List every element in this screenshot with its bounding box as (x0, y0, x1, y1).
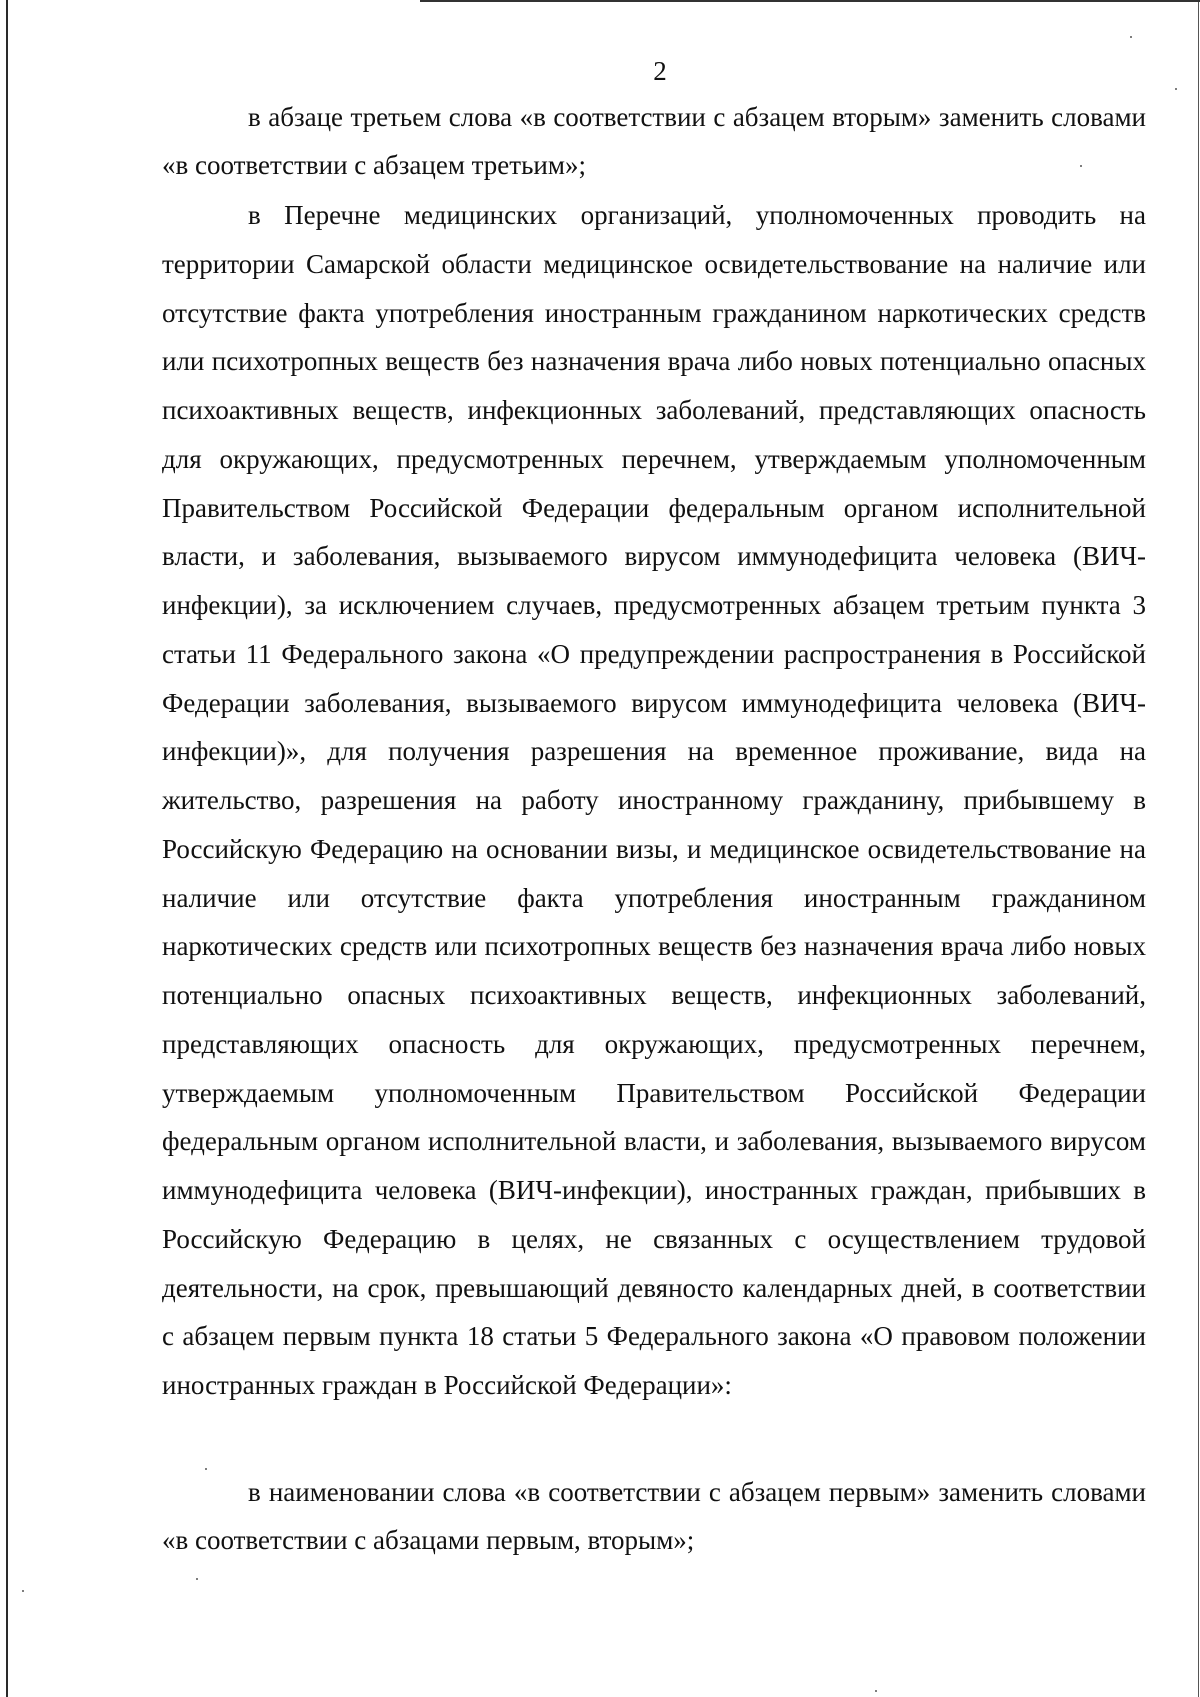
page-number: 2 (653, 56, 667, 86)
scan-edge-left (6, 0, 8, 1697)
scan-speck (196, 1578, 198, 1580)
scan-speck (875, 1690, 877, 1692)
scan-speck (22, 1590, 24, 1592)
scan-edge-top (420, 0, 1200, 2)
paragraph-3: в наименовании слова «в соответствии с абзацем первым» заменить словами «в соответствии с абзацами первым, вторым»; (162, 1477, 1146, 1555)
scan-speck (1175, 88, 1177, 90)
scan-edge-right (1198, 0, 1199, 1697)
scan-speck (1130, 36, 1132, 38)
paragraph-2: в Перечне медицинских организаций, уполномоченных проводить на территории Самарской области медицинское освидетельствование на наличие или отсутствие факта употребления иностранным гражданином наркотических средств или психотропных веществ без назначения врача либо новых потенциально опасных психоактивных веществ, инфекционных заболеваний, представляющих опасность для окружающих, предусмотренных перечнем, утверждаемым уполномоченным Правительством Российской Федерации федеральным органом исполнительной власти, и заболевания, вызываемого вирусом иммунодефицита человека (ВИЧ-инфекции), за исключением случаев, предусмотренных абзацем третьим пункта 3 статьи 11 Федерального закона «О предупреждении распространения в Российской Федерации заболевания, вызываемого вирусом иммунодефицита человека (ВИЧ-инфекции)», для получения разрешения на временное проживание, вида на жительство, разрешения на работу иностранному гражданину, прибывшему в Российскую Федерацию на основании визы, и медицинское освидетельствование на наличие или отсутствие факта употребления иностранным гражданином наркотических средств или психотропных веществ без назначения врача либо новых потенциально опасных психоактивных веществ, инфекционных заболеваний, представляющих опасность для окружающих, предусмотренных перечнем, утверждаемым уполномоченным Правительством Российской Федерации федеральным органом исполнительной власти, и заболевания, вызываемого вирусом иммунодефицита человека (ВИЧ-инфекции), иностранных граждан, прибывших в Российскую Федерацию в целях, не связанных с осуществлением трудовой деятельности, на срок, превышающий девяносто календарных дней, в соответствии с абзацем первым пункта 18 статьи 5 Федерального закона «О правовом положении иностранных граждан в Российской Федерации»: (162, 200, 1146, 1400)
paragraph-1: в абзаце третьем слова «в соответствии с абзацем вторым» заменить словами «в соответствии с абзацем третьим»; (162, 102, 1146, 180)
